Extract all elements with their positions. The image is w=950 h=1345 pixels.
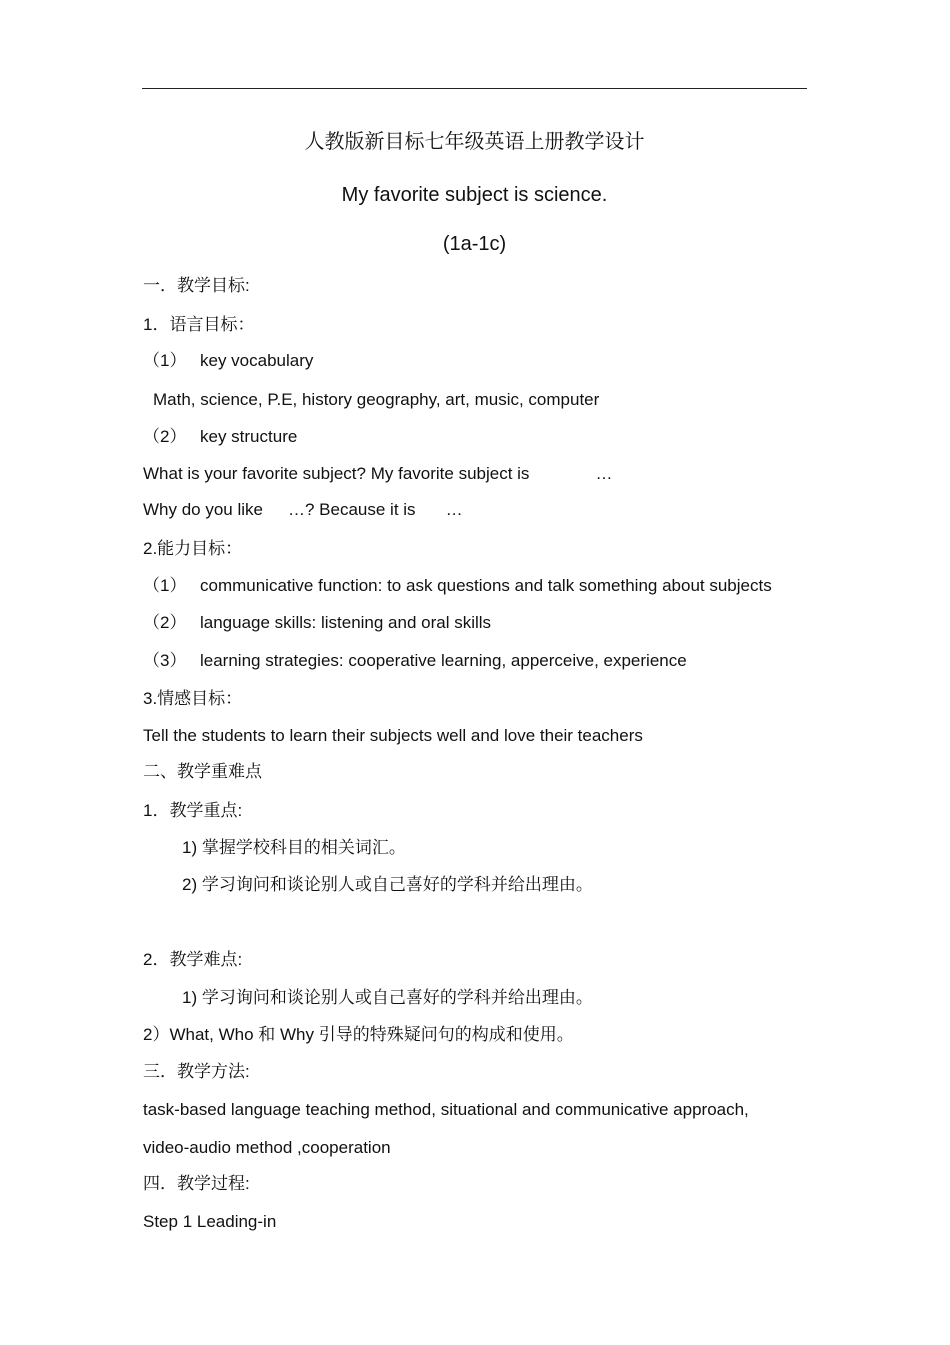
emotion-goal-heading: 3.情感目标： [143, 689, 243, 708]
step-1-heading: Step 1 Leading-in [143, 1212, 277, 1231]
title-lesson-range: (1a-1c) [442, 233, 507, 255]
structure-question-2-start: Why do you like [143, 500, 263, 519]
key-point-2: 2) 学习询问和谈论别人或自己喜好的学科并给出理由。 [182, 875, 593, 894]
structure-question-1-text: What is your favorite subject? My favorite subject is [143, 464, 530, 483]
structure-number: （2） [143, 427, 187, 446]
section-1-heading: 一．教学目标: [143, 276, 250, 295]
structure-question-2-ellipsis: … [445, 500, 463, 519]
methods-line-1: task-based language teaching method, situational and communicative approach, [143, 1100, 749, 1119]
section-3-heading: 三．教学方法: [143, 1062, 250, 1081]
vocab-item [143, 351, 313, 371]
title-english: My favorite subject is science. [341, 184, 608, 206]
key-point-1: 1) 掌握学校科目的相关词汇。 [182, 838, 406, 857]
difficult-points-heading: 2．教学难点: [143, 950, 243, 969]
structure-question-2-middle: …? Because it is [288, 500, 416, 519]
ability-1-text: communicative function: to ask questions and talk something about subjects [200, 576, 772, 595]
ability-1-number: （1） [143, 576, 187, 595]
structure-question-1 [143, 464, 612, 484]
structure-label: key structure [200, 427, 298, 446]
ability-goal-heading: 2.能力目标： [143, 539, 243, 558]
structure-item [143, 427, 297, 447]
vocab-list: Math, science, P.E, history geography, art, music, computer [153, 390, 600, 409]
vocab-label: key vocabulary [200, 351, 314, 370]
ability-item-2 [143, 613, 491, 633]
ability-3-text: learning strategies: cooperative learning, apperceive, experience [200, 651, 687, 670]
structure-question-2 [143, 500, 463, 520]
ability-item-3 [143, 651, 687, 671]
difficult-point-2: 2）What, Who 和 Why 引导的特殊疑问句的构成和使用。 [143, 1025, 574, 1044]
ability-2-text: language skills: listening and oral skills [200, 613, 492, 632]
vocab-number: （1） [143, 351, 187, 370]
ability-item-1 [143, 576, 772, 596]
title-chinese: 人教版新目标七年级英语上册教学设计 [304, 131, 645, 153]
ability-3-number: （3） [143, 651, 187, 670]
key-points-heading: 1．教学重点: [143, 801, 243, 820]
emotion-goal-text: Tell the students to learn their subjects well and love their teachers [143, 726, 643, 745]
methods-line-2: video-audio method ,cooperation [143, 1138, 391, 1157]
section-4-heading: 四．教学过程: [143, 1174, 250, 1193]
ability-2-number: （2） [143, 613, 187, 632]
language-goal-heading: 1．语言目标： [143, 315, 255, 334]
header-rule [142, 88, 807, 89]
section-2-heading: 二、教学重难点 [143, 762, 262, 781]
difficult-point-1: 1) 学习询问和谈论别人或自己喜好的学科并给出理由。 [182, 988, 593, 1007]
structure-question-1-ellipsis: … [595, 464, 613, 483]
